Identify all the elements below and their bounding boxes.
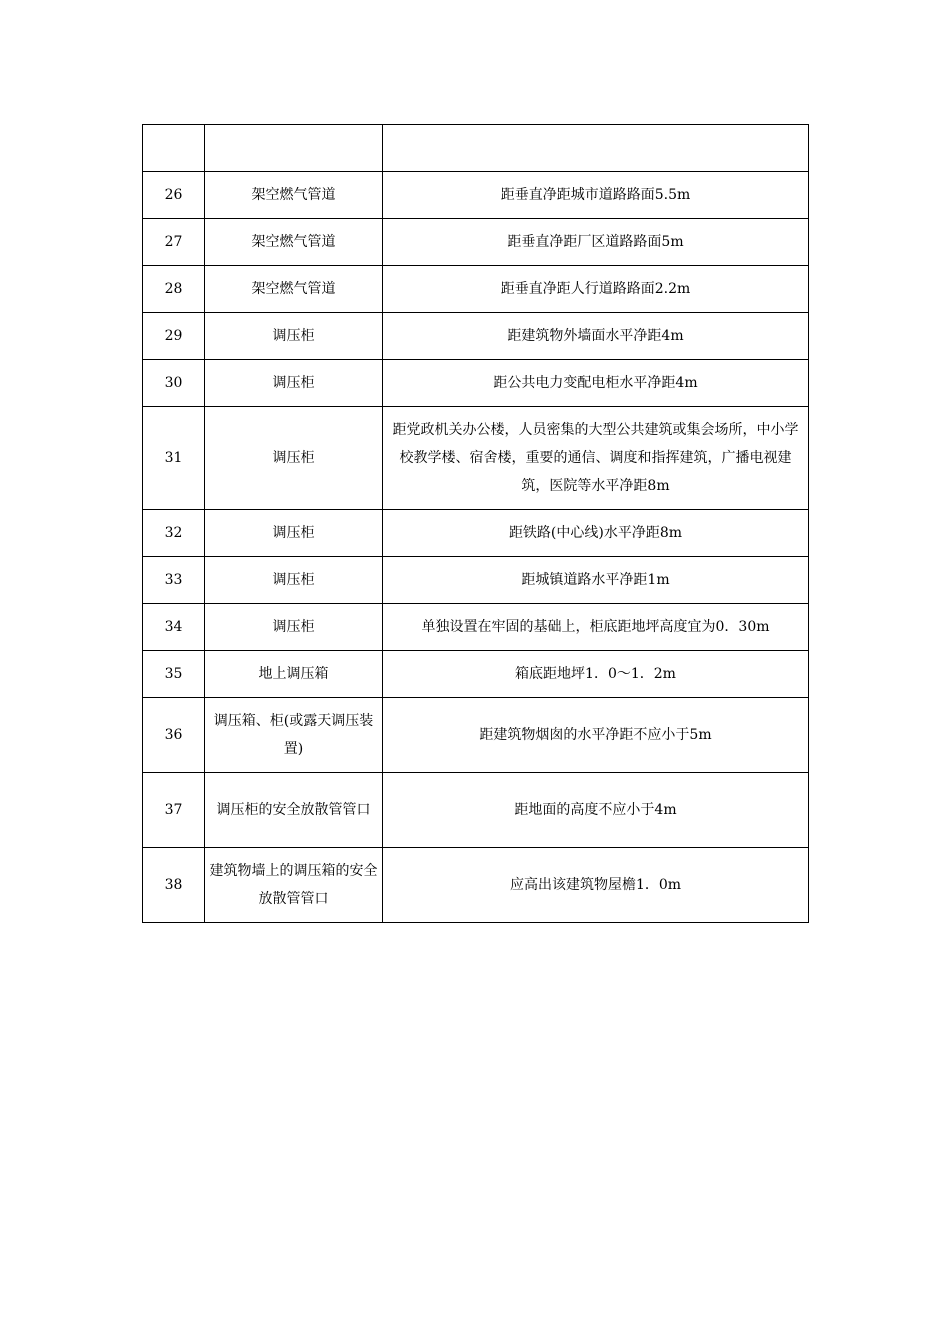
row-requirement: 距垂直净距人行道路路面2.2m [383,266,809,313]
row-item: 调压柜的安全放散管管口 [205,773,383,848]
table-row [143,360,809,407]
header-cell-item [205,125,383,172]
table-row [143,313,809,360]
row-number: 34 [143,604,205,651]
table-row [143,266,809,313]
table-row [143,557,809,604]
header-cell-no [143,125,205,172]
row-number: 35 [143,651,205,698]
row-requirement: 箱底距地坪1．0～1．2m [383,651,809,698]
row-item: 架空燃气管道 [205,266,383,313]
table-row [143,698,809,773]
row-requirement: 距建筑物烟囱的水平净距不应小于5m [383,698,809,773]
table-row [143,172,809,219]
row-item: 建筑物墙上的调压箱的安全放散管管口 [205,848,383,923]
row-requirement: 距建筑物外墙面水平净距4m [383,313,809,360]
row-item: 架空燃气管道 [205,172,383,219]
row-number: 32 [143,510,205,557]
row-requirement: 距垂直净距城市道路路面5.5m [383,172,809,219]
row-requirement: 单独设置在牢固的基础上，柜底距地坪高度宜为0．30m [383,604,809,651]
row-requirement: 距地面的高度不应小于4m [383,773,809,848]
row-item: 调压柜 [205,557,383,604]
table-row [143,407,809,510]
row-number: 28 [143,266,205,313]
row-number: 27 [143,219,205,266]
row-item: 调压柜 [205,510,383,557]
row-number: 36 [143,698,205,773]
row-item: 架空燃气管道 [205,219,383,266]
table-row [143,219,809,266]
row-item: 调压柜 [205,407,383,510]
row-requirement: 应高出该建筑物屋檐1．0m [383,848,809,923]
row-item: 调压柜 [205,604,383,651]
row-item: 地上调压箱 [205,651,383,698]
table-row [143,604,809,651]
row-number: 31 [143,407,205,510]
row-requirement: 距党政机关办公楼，人员密集的大型公共建筑或集会场所，中小学校教学楼、宿舍楼，重要的通信、调度和指挥建筑，广播电视建筑，医院等水平净距8m [383,407,809,510]
row-requirement: 距城镇道路水平净距1m [383,557,809,604]
header-row [143,125,809,172]
row-number: 38 [143,848,205,923]
row-number: 26 [143,172,205,219]
row-number: 30 [143,360,205,407]
table-row [143,651,809,698]
header-cell-req [383,125,809,172]
table-row [143,773,809,848]
row-item: 调压箱、柜(或露天调压装置) [205,698,383,773]
row-number: 33 [143,557,205,604]
row-number: 29 [143,313,205,360]
table-row [143,848,809,923]
row-requirement: 距垂直净距厂区道路路面5m [383,219,809,266]
row-requirement: 距铁路(中心线)水平净距8m [383,510,809,557]
row-requirement: 距公共电力变配电柜水平净距4m [383,360,809,407]
spec-table [142,124,809,923]
row-item: 调压柜 [205,360,383,407]
row-item: 调压柜 [205,313,383,360]
table-row [143,510,809,557]
row-number: 37 [143,773,205,848]
